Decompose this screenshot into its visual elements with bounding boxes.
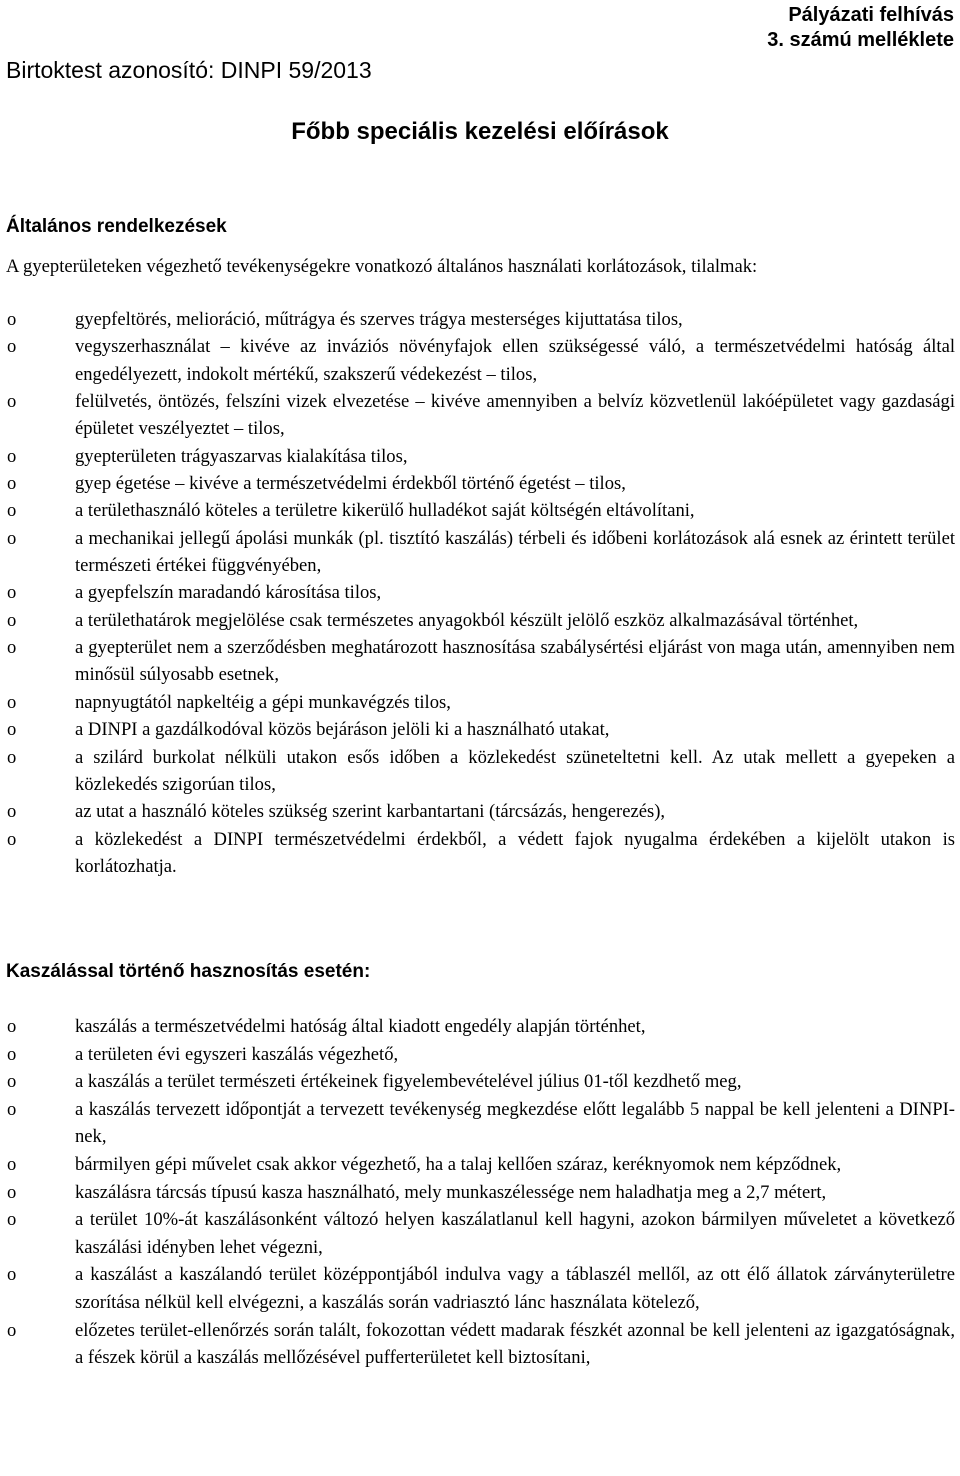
list-item-text: a gyepfelszín maradandó károsítása tilos,	[75, 582, 382, 604]
list-item	[0, 470, 960, 497]
general-section-heading: Általános rendelkezések	[6, 216, 227, 237]
list-item	[0, 333, 960, 388]
list-item-text: előzetes terület-ellenőrzés során talált, fokozottan védett madarak fészkét azonnal be kell jelenteni az igazgatóságnak, a fészek körül a kaszálás mellőzésével pufferterületet kell biztosítani,	[75, 1319, 955, 1369]
list-item	[0, 1317, 960, 1372]
bullet-marker: o	[7, 527, 17, 549]
list-item	[0, 1206, 960, 1261]
list-item	[0, 689, 960, 716]
list-item	[0, 607, 960, 634]
bullet-marker: o	[7, 1153, 17, 1175]
list-item	[0, 634, 960, 689]
annex-label: 3. számú melléklete	[767, 29, 954, 51]
bullet-marker: o	[7, 691, 17, 713]
list-item-text: a gyepterület nem a szerződésben meghatározott hasznosítása szabálysértési eljárást von maga után, amennyiben nem minősül súlyosabb esetnek,	[75, 637, 955, 686]
list-item	[0, 744, 960, 799]
list-item	[0, 1068, 960, 1096]
list-item-text: a kaszálás tervezett időpontját a tervezett tevékenység megkezdése előtt legalább 5 nappal be kell jelenteni a DINPI-nek,	[75, 1098, 955, 1148]
bullet-marker: o	[7, 1098, 17, 1120]
list-item-text: kaszálás a természetvédelmi hatóság által kiadott engedély alapján történhet,	[75, 1016, 646, 1037]
list-item-text: a területen évi egyszeri kaszálás végezhető,	[75, 1043, 399, 1065]
bullet-marker: o	[7, 828, 17, 850]
bullet-marker: o	[7, 1016, 17, 1037]
bullet-marker: o	[7, 1209, 17, 1231]
list-item-text: a kaszálást a kaszálandó terület középpontjából indulva vagy a táblaszél mellől, az ott élő állatok zárványterületre szorítása nélkül kell elvégezni, a kaszálás során vadriasztó lánc használata kötelező,	[75, 1264, 955, 1313]
bullet-marker: o	[7, 500, 17, 522]
bullet-marker: o	[7, 801, 17, 823]
list-item-text: gyepterületen trágyaszarvas kialakítása tilos,	[75, 445, 408, 467]
list-item-text: a mechanikai jellegű ápolási munkák (pl. tisztító kaszálás) térbeli és időbeni korlátozások alá esnek az érintett terület természeti értékei függvényében,	[75, 527, 955, 577]
list-item	[0, 1013, 960, 1041]
bullet-marker: o	[7, 1043, 17, 1065]
list-item-text: napnyugtától napkeltéig a gépi munkavégzés tilos,	[75, 691, 451, 713]
list-item-text: a terület 10%-át kaszálásonként változó helyen kaszálatlanul kell hagyni, azokon bármilyen műveletet a következő kaszálási idényben lehet végezni,	[75, 1209, 955, 1258]
list-item-text: a területhasználó köteles a területre kikerülő hulladékot saját költségén eltávolítani,	[75, 500, 695, 522]
bullet-marker: o	[7, 473, 17, 495]
bullet-marker: o	[7, 445, 17, 467]
list-item	[0, 1179, 960, 1207]
bullet-marker: o	[7, 582, 17, 604]
bullet-marker: o	[7, 309, 17, 330]
bullet-marker: o	[7, 637, 17, 659]
list-item	[0, 388, 960, 443]
general-rules-list	[0, 306, 960, 880]
list-item	[0, 716, 960, 743]
list-item-text: bármilyen gépi művelet csak akkor végezhető, ha a talaj kellően száraz, keréknyomok nem képződnek,	[75, 1153, 842, 1175]
list-item	[0, 1261, 960, 1316]
bullet-marker: o	[7, 1181, 17, 1203]
list-item-text: a területhatárok megjelölése csak természetes anyagokból készült jelölő eszköz alkalmazásával történhet,	[75, 609, 859, 631]
list-item-text: gyepfeltörés, melioráció, műtrágya és szerves trágya mesterséges kijuttatása tilos,	[75, 309, 683, 330]
list-item-text: a DINPI a gazdálkodóval közös bejáráson jelöli ki a használható utakat,	[75, 719, 610, 741]
page-title: Főbb speciális kezelési előírások	[291, 118, 669, 145]
list-item	[0, 497, 960, 524]
list-item	[0, 443, 960, 470]
list-item	[0, 1096, 960, 1151]
bullet-marker: o	[7, 1319, 17, 1341]
list-item-text: a kaszálás a terület természeti értékeinek figyelembevételével július 01-től kezdhető meg,	[75, 1071, 742, 1093]
bullet-marker: o	[7, 391, 17, 413]
list-item	[0, 306, 960, 333]
bullet-marker: o	[7, 719, 17, 741]
list-item-text: gyep égetése – kivéve a természetvédelmi érdekből történő égetést – tilos,	[75, 473, 626, 495]
bullet-marker: o	[7, 336, 17, 358]
list-item-text: felülvetés, öntözés, felszíni vizek elvezetése – kivéve amennyiben a belvíz közvetlenül lakóépületet vagy gazdasági épületet veszélyeztet – tilos,	[75, 391, 955, 440]
list-item	[0, 798, 960, 825]
call-label: Pályázati felhívás	[788, 4, 954, 26]
bullet-marker: o	[7, 1264, 17, 1286]
bullet-marker: o	[7, 746, 17, 768]
list-item	[0, 826, 960, 881]
list-item-text: vegyszerhasználat – kivéve az inváziós növényfajok ellen szükségessé váló, a természetvédelmi hatóság által engedélyezett, indokolt mértékű, szakszerű védekezést – tilos,	[75, 336, 955, 385]
document-header-right	[767, 3, 954, 53]
list-item	[0, 1151, 960, 1179]
mowing-section-heading: Kaszálással történő hasznosítás esetén:	[6, 961, 371, 982]
list-item-text: a közlekedést a DINPI természetvédelmi érdekből, a védett fajok nyugalma érdekében a kijelölt utakon is korlátozhatja.	[75, 828, 955, 877]
list-item-text: kaszálásra tárcsás típusú kasza használható, mely munkaszélessége nem haladhatja meg a 2,7 métert,	[75, 1181, 827, 1203]
mowing-rules-list	[0, 1013, 960, 1372]
list-item-text: az utat a használó köteles szükség szerint karbantartani (tárcsázás, hengerezés),	[75, 801, 666, 823]
list-item	[0, 525, 960, 580]
document-id-label: Birtoktest azonosító: DINPI 59/2013	[6, 57, 372, 83]
list-item	[0, 579, 960, 606]
list-item	[0, 1041, 960, 1069]
bullet-marker: o	[7, 609, 17, 631]
list-item-text: a szilárd burkolat nélküli utakon esős időben a közlekedést szüneteltetni kell. Az utak mellett a gyepeken a közlekedés szigorúan tilos,	[75, 746, 955, 795]
general-intro-paragraph: A gyepterületeken végezhető tevékenységekre vonatkozó általános használati korlátozások, tilalmak:	[6, 256, 758, 277]
bullet-marker: o	[7, 1071, 17, 1093]
